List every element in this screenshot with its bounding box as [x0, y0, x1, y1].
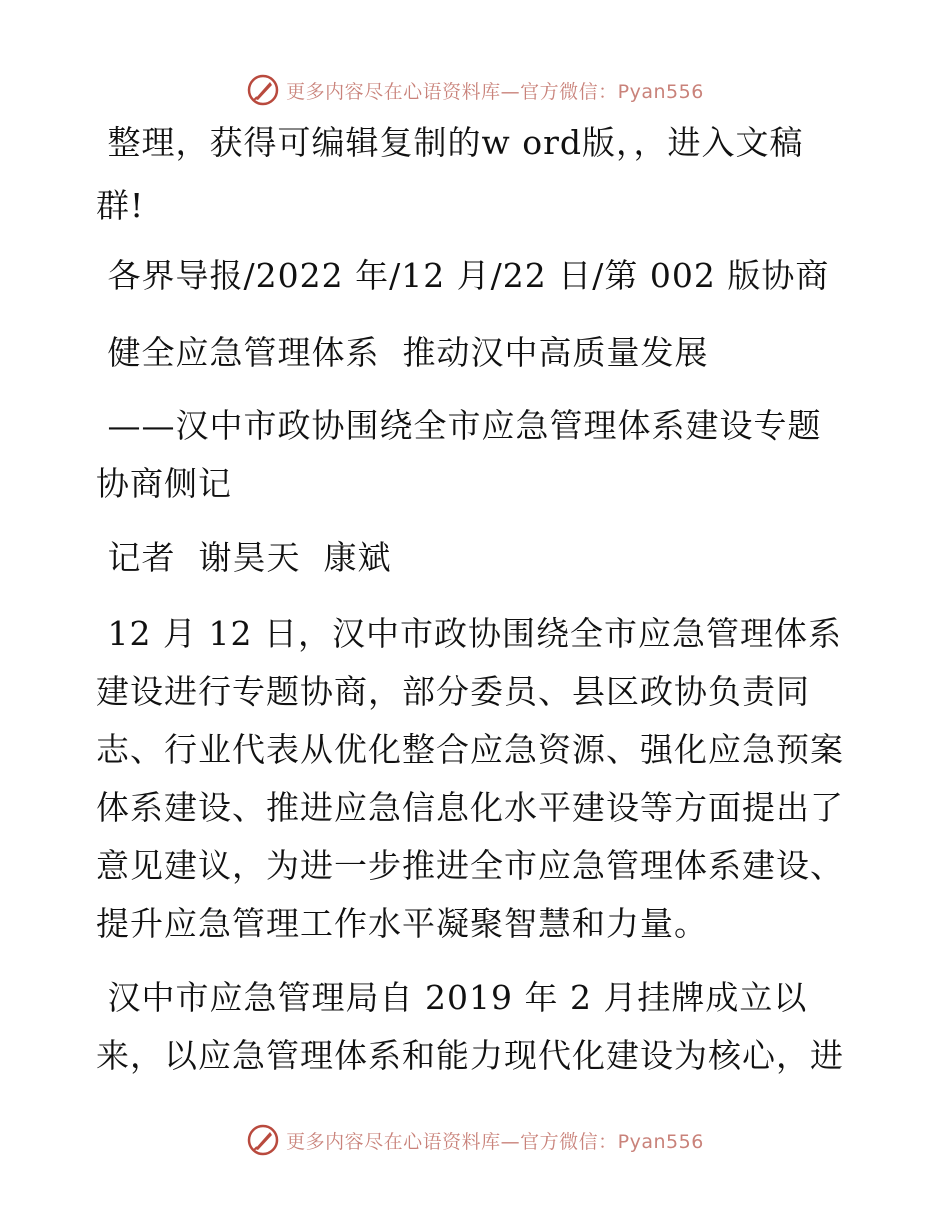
text-line: 建设进行专题协商，部分委员、县区政协负责同 — [96, 672, 810, 711]
article-subtitle: 协商侧记 — [96, 464, 232, 503]
header-watermark — [0, 70, 950, 110]
text-line: 群! — [96, 186, 145, 225]
text-line: 提升应急管理工作水平凝聚智慧和力量。 — [96, 904, 708, 943]
text-line: 汉中市应急管理局自 2019 年 2 月挂牌成立以 — [96, 978, 808, 1017]
text-line: 各界导报/2022 年/12 月/22 日/第 002 版协商 — [96, 256, 830, 295]
watermark-text: 更多内容尽在心语资料库—官方微信：Pyan556 — [286, 80, 704, 103]
text-line: 意见建议，为进一步推进全市应急管理体系建设、 — [96, 846, 844, 885]
quill-logo-icon — [246, 73, 280, 107]
text-line: 整理，获得可编辑复制的w ord版，，进入文稿 — [96, 123, 804, 162]
watermark-text: 更多内容尽在心语资料库—官方微信：Pyan556 — [286, 1130, 704, 1153]
text-line: 志、行业代表从优化整合应急资源、强化应急预案 — [96, 730, 844, 769]
byline: 记者 谢昊天 康斌 — [96, 538, 392, 577]
text-line: 12 月 12 日，汉中市政协围绕全市应急管理体系 — [96, 614, 842, 653]
article-subtitle: ——汉中市政协围绕全市应急管理体系建设专题 — [96, 406, 822, 445]
text-line: 来，以应急管理体系和能力现代化建设为核心，进 — [96, 1036, 844, 1075]
article-title: 健全应急管理体系 推动汉中高质量发展 — [96, 333, 709, 372]
text-line: 体系建设、推进应急信息化水平建设等方面提出了 — [96, 788, 844, 827]
footer-watermark — [0, 1120, 950, 1160]
quill-logo-icon — [246, 1123, 280, 1157]
